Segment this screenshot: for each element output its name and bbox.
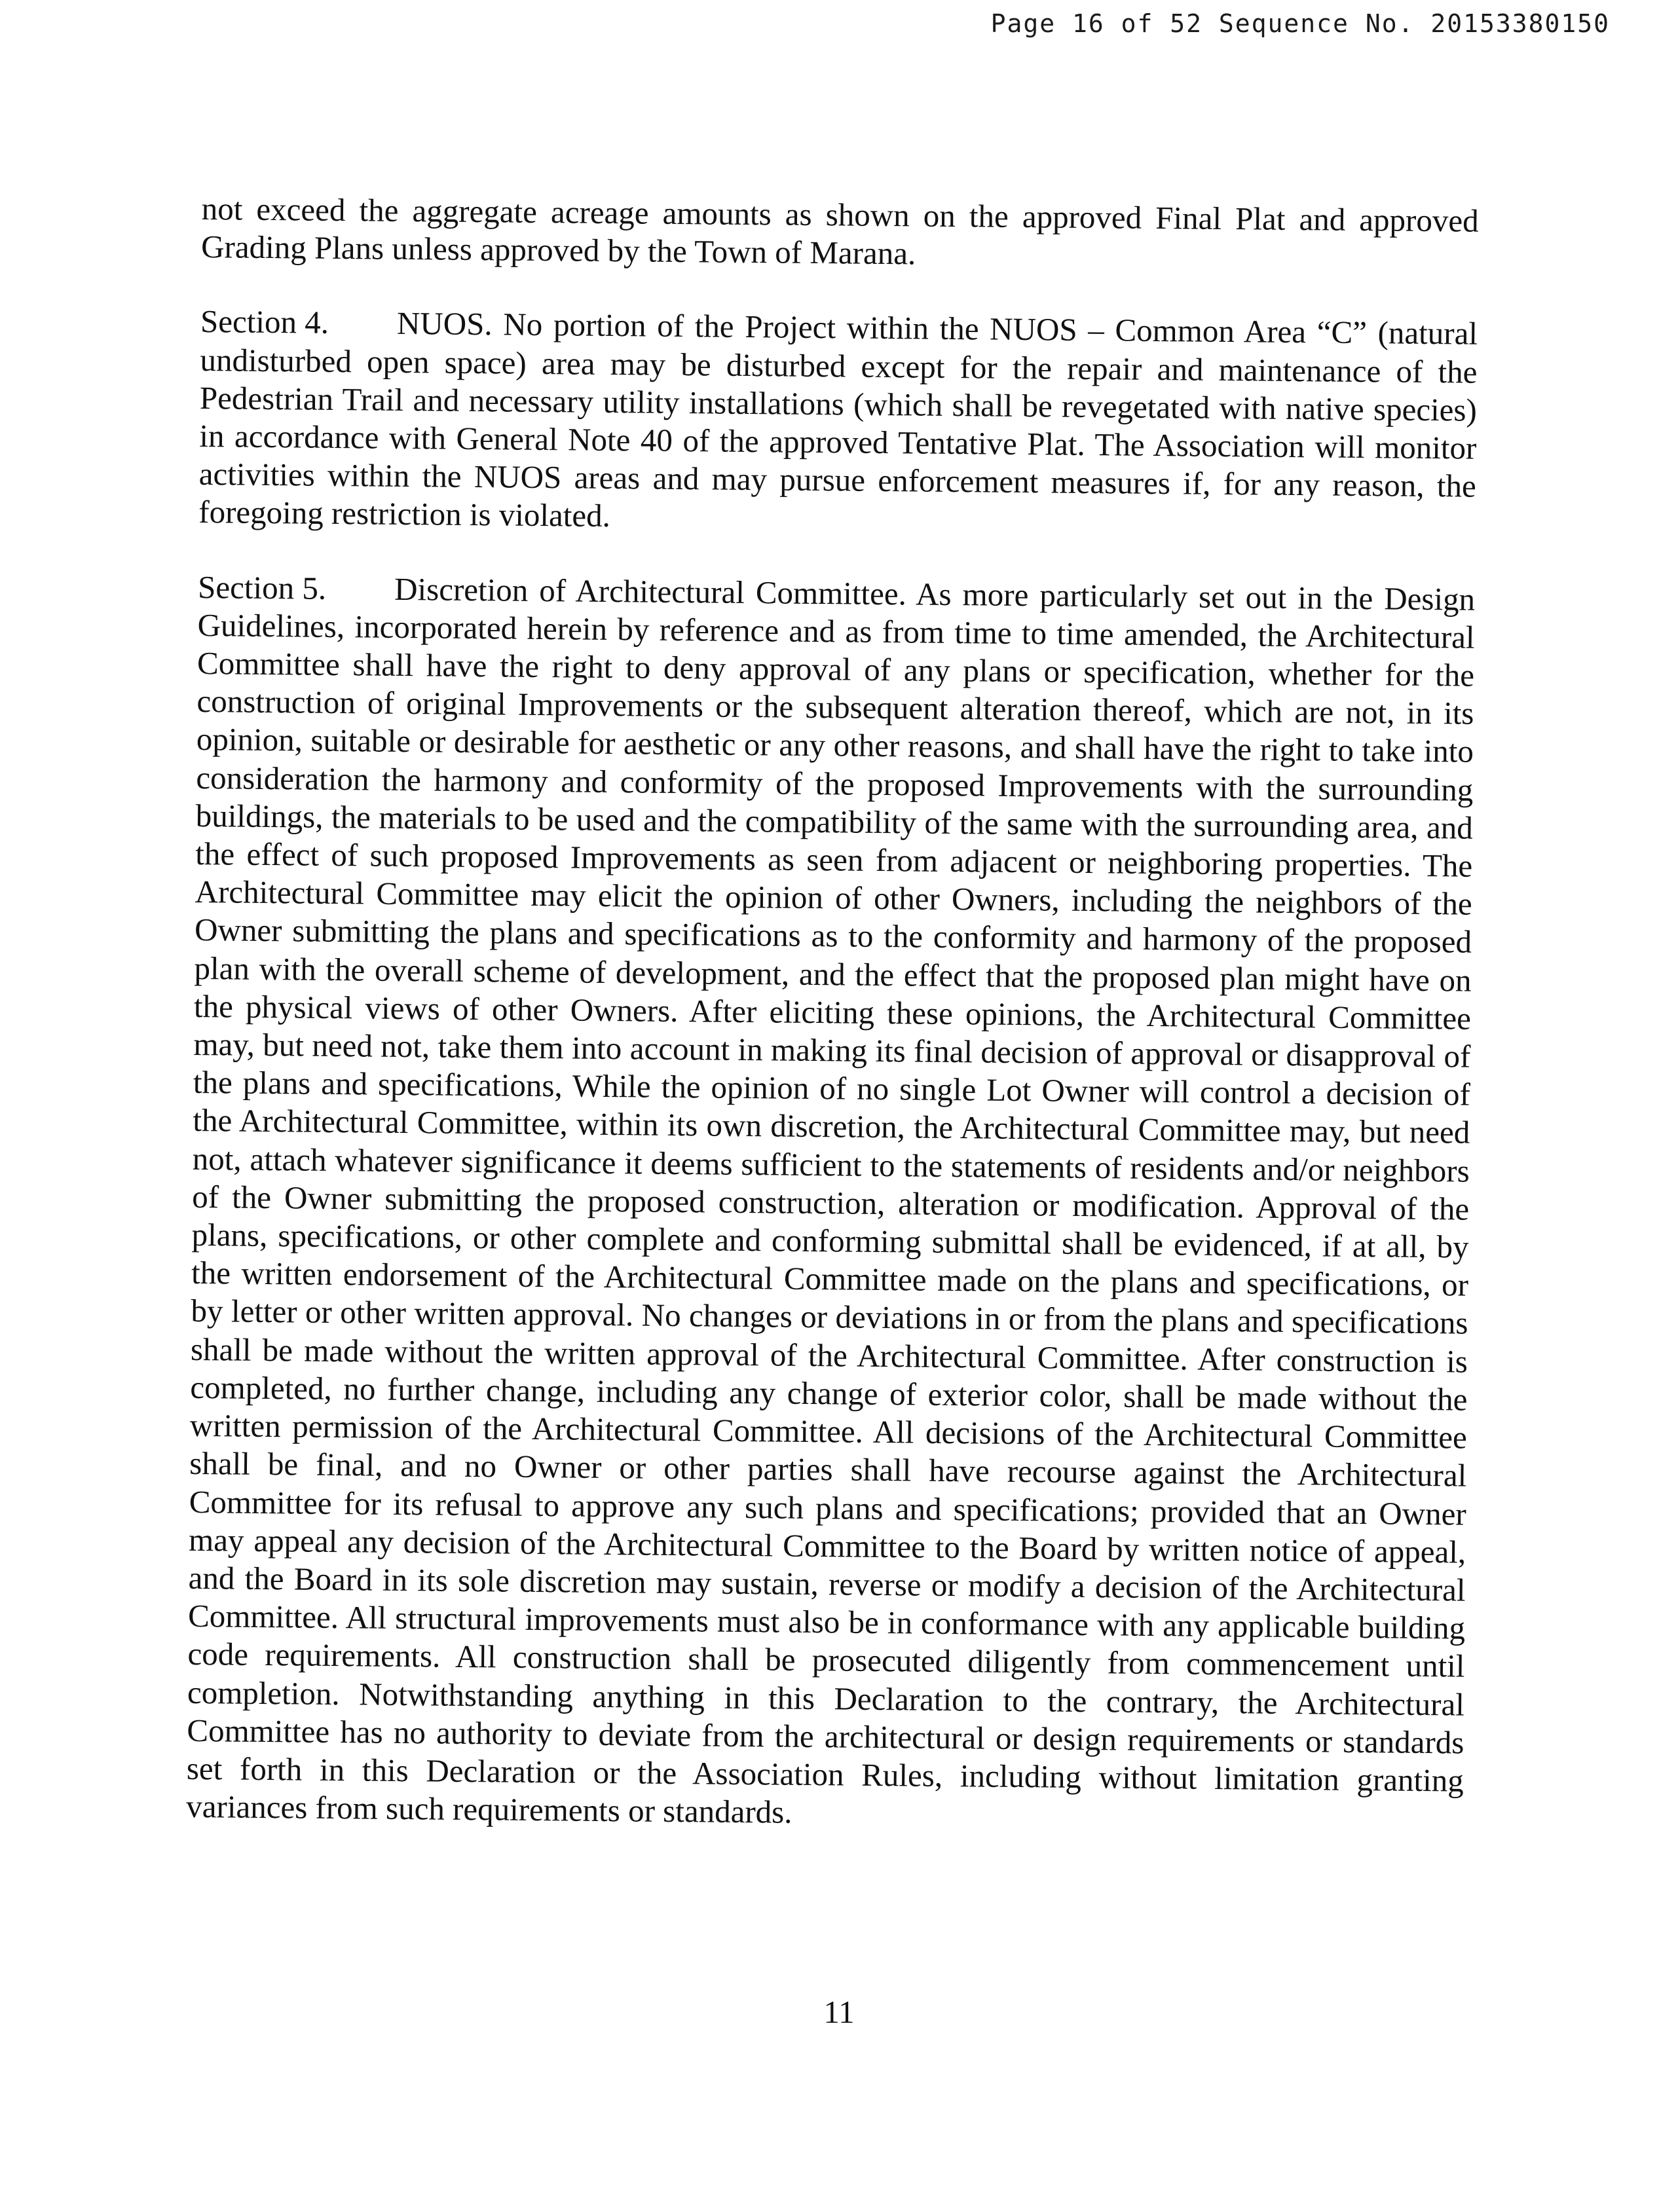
page-number: 11	[823, 1994, 855, 2030]
page-sequence-stamp: Page 16 of 52 Sequence No. 20153380150	[990, 9, 1610, 38]
section-4-paragraph	[198, 303, 1478, 544]
section-4-text: No portion of the Project within the NUOS – Common Area “C” (natural undisturbed open space) area may be disturbed except for the repair and maintenance of the Pedestrian Trail and necessary utility installations (which shall be revegetated with native species) in accordance with General Note 40 of the approved Tentative Plat. The Association will monitor activities within the NUOS areas and may pursue enforcement measures if, for any reason, the foregoing restriction is violated.	[198, 306, 1478, 534]
section-4-title: NUOS.	[396, 305, 493, 342]
section-5-label: Section 5.	[197, 568, 327, 606]
section-5-text: As more particularly set out in the Design Guidelines, incorporated herein by reference and as from time to time amended, the Architectural Committee shall have the right to deny approval of any plans or specification, whether for the construction of original Improvements or the subsequent alteration thereof, which are not, in its opinion, suitable or desirable for aesthetic or any other reasons, and shall have the right to take into consideration the harmony and conformity of the proposed Improvements with the surrounding buildings, the materials to be used and the compatibility of the same with the surrounding area, and the effect of such proposed Improvements as seen from adjacent or neighboring properties. The Architectural Committee may elicit the opinion of other Owners, including the neighbors of the Owner submitting the plans and specifications as to the conformity and harmony of the proposed plan with the overall scheme of development, and the effect that the proposed plan might have on the physical views of other Owners. After eliciting these opinions, the Architectural Committee may, but need not, take them into account in making its final decision of approval or disapproval of the plans and specifications, While the opinion of no single Lot Owner will control a decision of the Architectural Committee, within its own discretion, the Architectural Committee may, but need not, attach whatever significance it deems sufficient to the statements of residents and/or neighbors of the Owner submitting the proposed construction, alteration or modification. Approval of the plans, specifications, or other complete and conforming submittal shall be evidenced, if at all, by the written endorsement of the Architectural Committee made on the plans and specifications, or by letter or other written approval. No changes or deviations in or from the plans and specifications shall be made without the written approval of the Architectural Committee. After construction is completed, no further change, including any change of exterior color, shall be made without the written permission of the Architectural Committee. All decisions of the Architectural Committee shall be final, and no Owner or other parties shall have recourse against the Architectural Committee for its refusal to approve any such plans and specifications; provided that an Owner may appeal any decision of the Architectural Committee to the Board by written notice of appeal, and the Board in its sole discretion may sustain, reverse or modify a decision of the Architectural Committee. All structural improvements must also be in conformance with any applicable building code requirements. All construction shall be prosecuted diligently from commencement until completion. Notwithstanding anything in this Declaration to the contrary, the Architectural Committee has no authority to deviate from the architectural or design requirements or standards set forth in this Declaration or the Association Rules, including without limitation granting variances from such requirements or standards.	[186, 576, 1476, 1830]
continuation-paragraph: not exceed the aggregate acreage amounts as shown on the approved Final Plat and approved Grading Plans unless approved by the Town of Marana.	[200, 190, 1479, 272]
section-5-title: Discretion of Architectural Committee.	[394, 570, 907, 612]
document-body	[185, 190, 1478, 1875]
section-4-label: Section 4.	[200, 303, 329, 341]
section-5-paragraph	[186, 568, 1475, 1838]
